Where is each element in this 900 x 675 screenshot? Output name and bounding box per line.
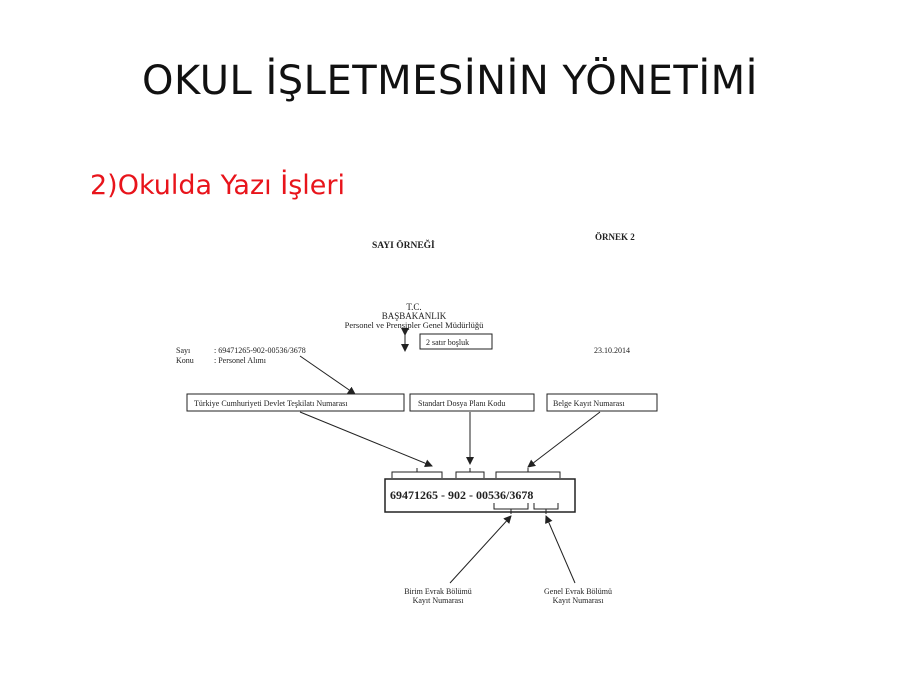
arrow-general-to-number	[546, 516, 575, 583]
arrow-sayi-to-state-box	[300, 356, 355, 394]
example-tag: ÖRNEK 2	[595, 232, 635, 242]
brace-record	[496, 468, 560, 478]
org-line-3: Personel ve Prensipler Genel Müdürlüğü	[344, 320, 484, 330]
brace-file	[456, 468, 484, 478]
konu-value: : Personel Alımı	[214, 356, 266, 365]
spacing-note: 2 satır boşluk	[426, 338, 470, 347]
org-line-2: BAŞBAKANLIK	[381, 311, 447, 321]
date-text: 23.10.2014	[594, 346, 630, 355]
figure-heading: SAYI ÖRNEĞİ	[372, 241, 435, 251]
org-line-1: T.C.	[406, 302, 422, 312]
brace-state	[392, 468, 442, 478]
arrow-unit-to-number	[450, 516, 511, 583]
arrow-record-to-number	[528, 412, 600, 467]
file-code-label: Standart Dosya Planı Kodu	[418, 399, 506, 408]
general-record-line-2: Kayıt Numarası	[552, 596, 604, 605]
sayi-label: Sayı	[176, 346, 191, 355]
arrow-state-to-number	[300, 412, 432, 466]
unit-record-line-1: Birim Evrak Bölümü	[404, 587, 472, 596]
unit-record-line-2: Kayıt Numarası	[412, 596, 464, 605]
slide-title: OKUL İŞLETMESİNİN YÖNETİMİ	[142, 58, 758, 104]
sayi-value: : 69471265-902-00536/3678	[214, 346, 306, 355]
number-display: 69471265 - 902 - 00536/3678	[390, 488, 534, 502]
general-record-line-1: Genel Evrak Bölümü	[544, 587, 612, 596]
slide-subtitle: 2)Okulda Yazı İşleri	[90, 170, 345, 201]
konu-label: Konu	[176, 356, 194, 365]
record-no-label: Belge Kayıt Numarası	[553, 399, 625, 408]
state-code-label: Türkiye Cumhuriyeti Devlet Teşkilatı Numarası	[194, 399, 348, 408]
